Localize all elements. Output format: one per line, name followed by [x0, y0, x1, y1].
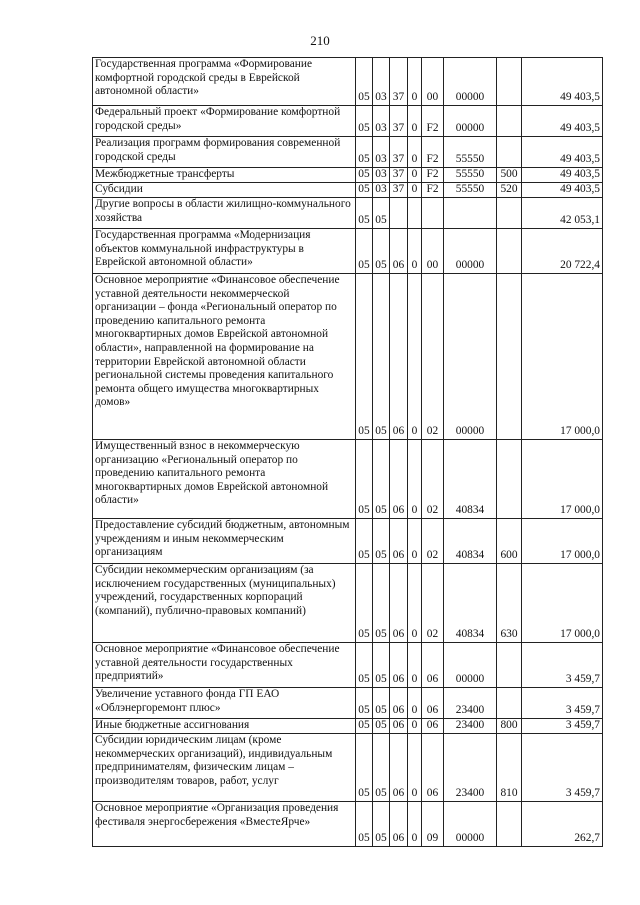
row-name: Основное мероприятие «Организация проведения фестиваля энергосбережения «ВместеЯрче» — [93, 802, 356, 847]
row-expense-type — [497, 198, 522, 229]
row-name: Предоставление субсидий бюджетным, автономным учреждениям и иным некоммерческим организациям — [93, 519, 356, 564]
row-subsection: 05 — [373, 734, 390, 802]
row-event-code: 06 — [422, 719, 444, 734]
row-amount: 49 403,5 — [522, 58, 603, 106]
row-program-code: 37 — [390, 183, 408, 198]
table-row — [93, 183, 603, 198]
row-name: Основное мероприятие «Финансовое обеспечение уставной деятельности некоммерческой организации – фонда «Региональный оператор по проведению капитального ремонта многоквартирных домов Еврейской автономной области», направленной на формирование на территории Еврейской автономной области региональной системы проведения капитального ремонта общего имущества многоквартирных домов» — [93, 274, 356, 440]
row-name: Субсидии некоммерческим организациям (за исключением государственных (муниципальных) учреждений, государственных корпораций (компаний), публично-правовых компаний) — [93, 564, 356, 643]
row-direction-code: 00000 — [444, 229, 497, 274]
row-section: 05 — [356, 688, 373, 719]
table-row — [93, 564, 603, 643]
row-amount: 49 403,5 — [522, 183, 603, 198]
row-amount: 17 000,0 — [522, 440, 603, 519]
table-row — [93, 106, 603, 137]
row-program-code: 06 — [390, 802, 408, 847]
row-event-code: F2 — [422, 106, 444, 137]
row-amount: 20 722,4 — [522, 229, 603, 274]
row-direction-code: 55550 — [444, 168, 497, 183]
table-row — [93, 519, 603, 564]
row-subsection: 03 — [373, 137, 390, 168]
row-subsection: 05 — [373, 643, 390, 688]
table-row — [93, 198, 603, 229]
row-direction-code: 00000 — [444, 106, 497, 137]
row-name: Увеличение уставного фонда ГП ЕАО «Облэнергоремонт плюс» — [93, 688, 356, 719]
row-subsection: 05 — [373, 198, 390, 229]
row-program-code: 06 — [390, 274, 408, 440]
page-number: 210 — [310, 33, 330, 48]
row-section: 05 — [356, 643, 373, 688]
row-amount: 262,7 — [522, 802, 603, 847]
row-expense-type — [497, 802, 522, 847]
row-expense-type — [497, 58, 522, 106]
row-name: Субсидии — [93, 183, 356, 198]
row-direction-code: 23400 — [444, 719, 497, 734]
row-subprogram-code: 0 — [408, 643, 422, 688]
row-program-code: 06 — [390, 519, 408, 564]
row-direction-code: 55550 — [444, 183, 497, 198]
row-amount: 17 000,0 — [522, 564, 603, 643]
row-program-code — [390, 198, 408, 229]
row-amount: 49 403,5 — [522, 106, 603, 137]
row-name: Основное мероприятие «Финансовое обеспечение уставной деятельности государственных предприятий» — [93, 643, 356, 688]
row-amount: 17 000,0 — [522, 519, 603, 564]
row-direction-code: 40834 — [444, 440, 497, 519]
row-subprogram-code: 0 — [408, 58, 422, 106]
row-direction-code: 00000 — [444, 643, 497, 688]
row-expense-type: 520 — [497, 183, 522, 198]
row-section: 05 — [356, 564, 373, 643]
row-name: Другие вопросы в области жилищно-коммунального хозяйства — [93, 198, 356, 229]
table-row — [93, 229, 603, 274]
row-program-code: 06 — [390, 229, 408, 274]
row-expense-type — [497, 229, 522, 274]
row-subsection: 05 — [373, 519, 390, 564]
row-expense-type: 600 — [497, 519, 522, 564]
row-subsection: 05 — [373, 688, 390, 719]
row-subprogram-code: 0 — [408, 719, 422, 734]
row-section: 05 — [356, 168, 373, 183]
row-subprogram-code: 0 — [408, 183, 422, 198]
table-row — [93, 719, 603, 734]
row-event-code: 06 — [422, 688, 444, 719]
row-direction-code: 23400 — [444, 734, 497, 802]
row-amount: 17 000,0 — [522, 274, 603, 440]
row-subsection: 05 — [373, 564, 390, 643]
row-section: 05 — [356, 58, 373, 106]
row-subsection: 05 — [373, 802, 390, 847]
row-amount: 42 053,1 — [522, 198, 603, 229]
row-event-code: 06 — [422, 734, 444, 802]
row-program-code: 06 — [390, 643, 408, 688]
row-program-code: 06 — [390, 564, 408, 643]
row-direction-code: 23400 — [444, 688, 497, 719]
row-name: Субсидии юридическим лицам (кроме некоммерческих организаций), индивидуальным предпринимателям, физическим лицам – производителям товаров, работ, услуг — [93, 734, 356, 802]
row-direction-code: 00000 — [444, 802, 497, 847]
table-row — [93, 274, 603, 440]
row-amount: 49 403,5 — [522, 137, 603, 168]
row-subprogram-code: 0 — [408, 519, 422, 564]
row-subsection: 03 — [373, 106, 390, 137]
row-direction-code — [444, 198, 497, 229]
row-subsection: 03 — [373, 58, 390, 106]
row-subprogram-code: 0 — [408, 440, 422, 519]
row-subprogram-code: 0 — [408, 734, 422, 802]
row-event-code: 00 — [422, 58, 444, 106]
row-event-code: 00 — [422, 229, 444, 274]
row-section: 05 — [356, 229, 373, 274]
row-program-code: 37 — [390, 106, 408, 137]
row-name: Государственная программа «Формирование комфортной городской среды в Еврейской автономной области» — [93, 58, 356, 106]
row-subsection: 03 — [373, 168, 390, 183]
row-subprogram-code: 0 — [408, 168, 422, 183]
row-program-code: 37 — [390, 58, 408, 106]
row-amount: 49 403,5 — [522, 168, 603, 183]
row-amount: 3 459,7 — [522, 719, 603, 734]
row-subsection: 05 — [373, 229, 390, 274]
row-event-code: 02 — [422, 274, 444, 440]
row-name: Федеральный проект «Формирование комфортной городской среды» — [93, 106, 356, 137]
row-direction-code: 40834 — [444, 519, 497, 564]
row-section: 05 — [356, 440, 373, 519]
row-section: 05 — [356, 198, 373, 229]
row-program-code: 06 — [390, 440, 408, 519]
row-event-code: 09 — [422, 802, 444, 847]
row-subprogram-code: 0 — [408, 802, 422, 847]
row-expense-type — [497, 440, 522, 519]
row-name: Межбюджетные трансферты — [93, 168, 356, 183]
row-expense-type — [497, 106, 522, 137]
row-section: 05 — [356, 274, 373, 440]
row-name: Государственная программа «Модернизация объектов коммунальной инфраструктуры в Еврейской автономной области» — [93, 229, 356, 274]
row-expense-type: 800 — [497, 719, 522, 734]
table-row — [93, 643, 603, 688]
row-name: Реализация программ формирования современной городской среды — [93, 137, 356, 168]
row-section: 05 — [356, 106, 373, 137]
table-row — [93, 137, 603, 168]
row-expense-type — [497, 274, 522, 440]
row-direction-code: 00000 — [444, 274, 497, 440]
row-direction-code: 40834 — [444, 564, 497, 643]
row-name: Имущественный взнос в некоммерческую организацию «Региональный оператор по проведению капитального ремонта многоквартирных домов Еврейской автономной области» — [93, 440, 356, 519]
row-event-code: 02 — [422, 519, 444, 564]
row-event-code: 06 — [422, 643, 444, 688]
row-subprogram-code: 0 — [408, 229, 422, 274]
row-section: 05 — [356, 719, 373, 734]
row-program-code: 37 — [390, 168, 408, 183]
row-subsection: 05 — [373, 719, 390, 734]
budget-table — [92, 57, 603, 847]
table-row — [93, 168, 603, 183]
row-event-code — [422, 198, 444, 229]
row-amount: 3 459,7 — [522, 643, 603, 688]
table-row — [93, 734, 603, 802]
row-section: 05 — [356, 183, 373, 198]
row-expense-type — [497, 137, 522, 168]
row-event-code: 02 — [422, 564, 444, 643]
table-row — [93, 58, 603, 106]
row-amount: 3 459,7 — [522, 688, 603, 719]
row-amount: 3 459,7 — [522, 734, 603, 802]
row-direction-code: 55550 — [444, 137, 497, 168]
row-direction-code: 00000 — [444, 58, 497, 106]
row-program-code: 06 — [390, 688, 408, 719]
row-subprogram-code: 0 — [408, 106, 422, 137]
row-section: 05 — [356, 802, 373, 847]
row-event-code: 02 — [422, 440, 444, 519]
row-section: 05 — [356, 137, 373, 168]
table-row — [93, 440, 603, 519]
row-subprogram-code: 0 — [408, 688, 422, 719]
row-event-code: F2 — [422, 168, 444, 183]
row-subprogram-code — [408, 198, 422, 229]
row-program-code: 06 — [390, 719, 408, 734]
row-program-code: 06 — [390, 734, 408, 802]
row-program-code: 37 — [390, 137, 408, 168]
row-name: Иные бюджетные ассигнования — [93, 719, 356, 734]
row-section: 05 — [356, 734, 373, 802]
row-subprogram-code: 0 — [408, 274, 422, 440]
row-subsection: 05 — [373, 440, 390, 519]
row-expense-type: 630 — [497, 564, 522, 643]
row-subprogram-code: 0 — [408, 564, 422, 643]
table-row — [93, 688, 603, 719]
row-event-code: F2 — [422, 137, 444, 168]
row-section: 05 — [356, 519, 373, 564]
row-subsection: 03 — [373, 183, 390, 198]
row-expense-type: 500 — [497, 168, 522, 183]
row-subprogram-code: 0 — [408, 137, 422, 168]
row-expense-type: 810 — [497, 734, 522, 802]
row-expense-type — [497, 643, 522, 688]
row-subsection: 05 — [373, 274, 390, 440]
row-event-code: F2 — [422, 183, 444, 198]
row-expense-type — [497, 688, 522, 719]
table-row — [93, 802, 603, 847]
